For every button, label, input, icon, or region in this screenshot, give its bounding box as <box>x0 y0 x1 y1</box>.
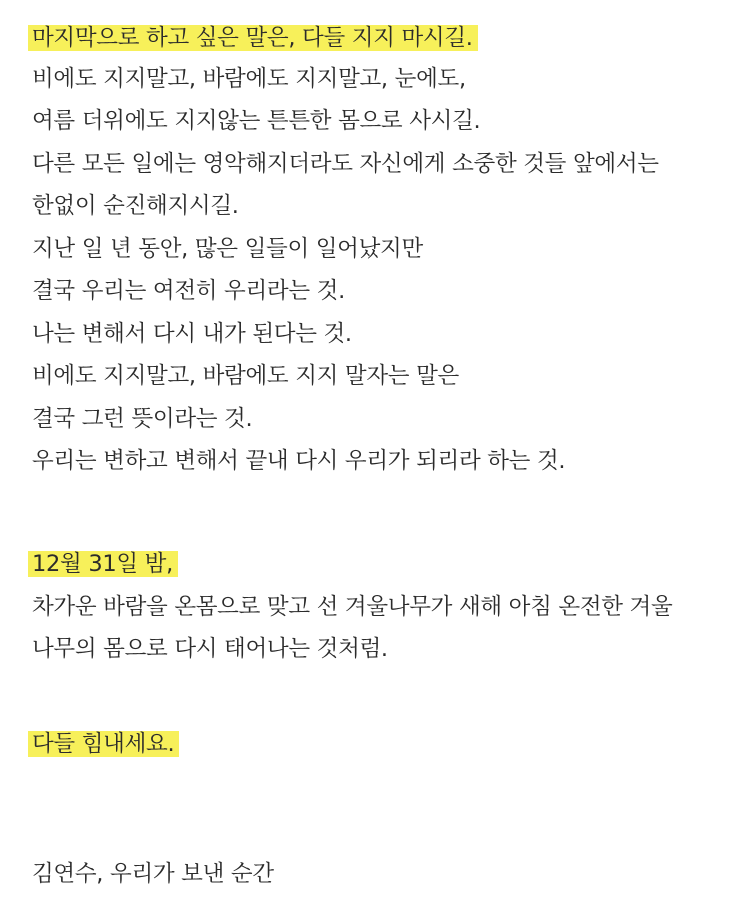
text-line: 나무의 몸으로 다시 태어나는 것처럼. <box>32 636 388 662</box>
text-line: 다른 모든 일에는 영악해지더라도 자신에게 소중한 것들 앞에서는 <box>32 151 659 177</box>
text-line: 결국 그런 뜻이라는 것. <box>32 406 253 432</box>
text-line: 우리는 변하고 변해서 끝내 다시 우리가 되리라 하는 것. <box>32 448 566 474</box>
highlighted-text: 마지막으로 하고 싶은 말은, 다들 지지 마시길. <box>28 25 478 51</box>
paragraph2-heading <box>32 548 178 580</box>
text-line: 지난 일 년 동안, 많은 일들이 일어났지만 <box>32 236 423 262</box>
closing-line <box>32 728 179 760</box>
text-line: 여름 더위에도 지지않는 튼튼한 몸으로 사시길. <box>32 108 481 134</box>
text-line: 결국 우리는 여전히 우리라는 것. <box>32 278 345 304</box>
text-line: 나는 변해서 다시 내가 된다는 것. <box>32 321 352 347</box>
paragraph1-heading <box>32 22 478 54</box>
text-line: 비에도 지지말고, 바람에도 지지말고, 눈에도, <box>32 66 466 92</box>
highlighted-text: 다들 힘내세요. <box>28 731 179 757</box>
text-line: 한없이 순진해지시길. <box>32 193 239 219</box>
signature: 김연수, 우리가 보낸 순간 <box>32 861 274 887</box>
text-line: 비에도 지지말고, 바람에도 지지 말자는 말은 <box>32 363 459 389</box>
highlighted-text: 12월 31일 밤, <box>28 551 178 577</box>
text-line: 차가운 바람을 온몸으로 맞고 선 겨울나무가 새해 아침 온전한 겨울 <box>32 594 673 620</box>
